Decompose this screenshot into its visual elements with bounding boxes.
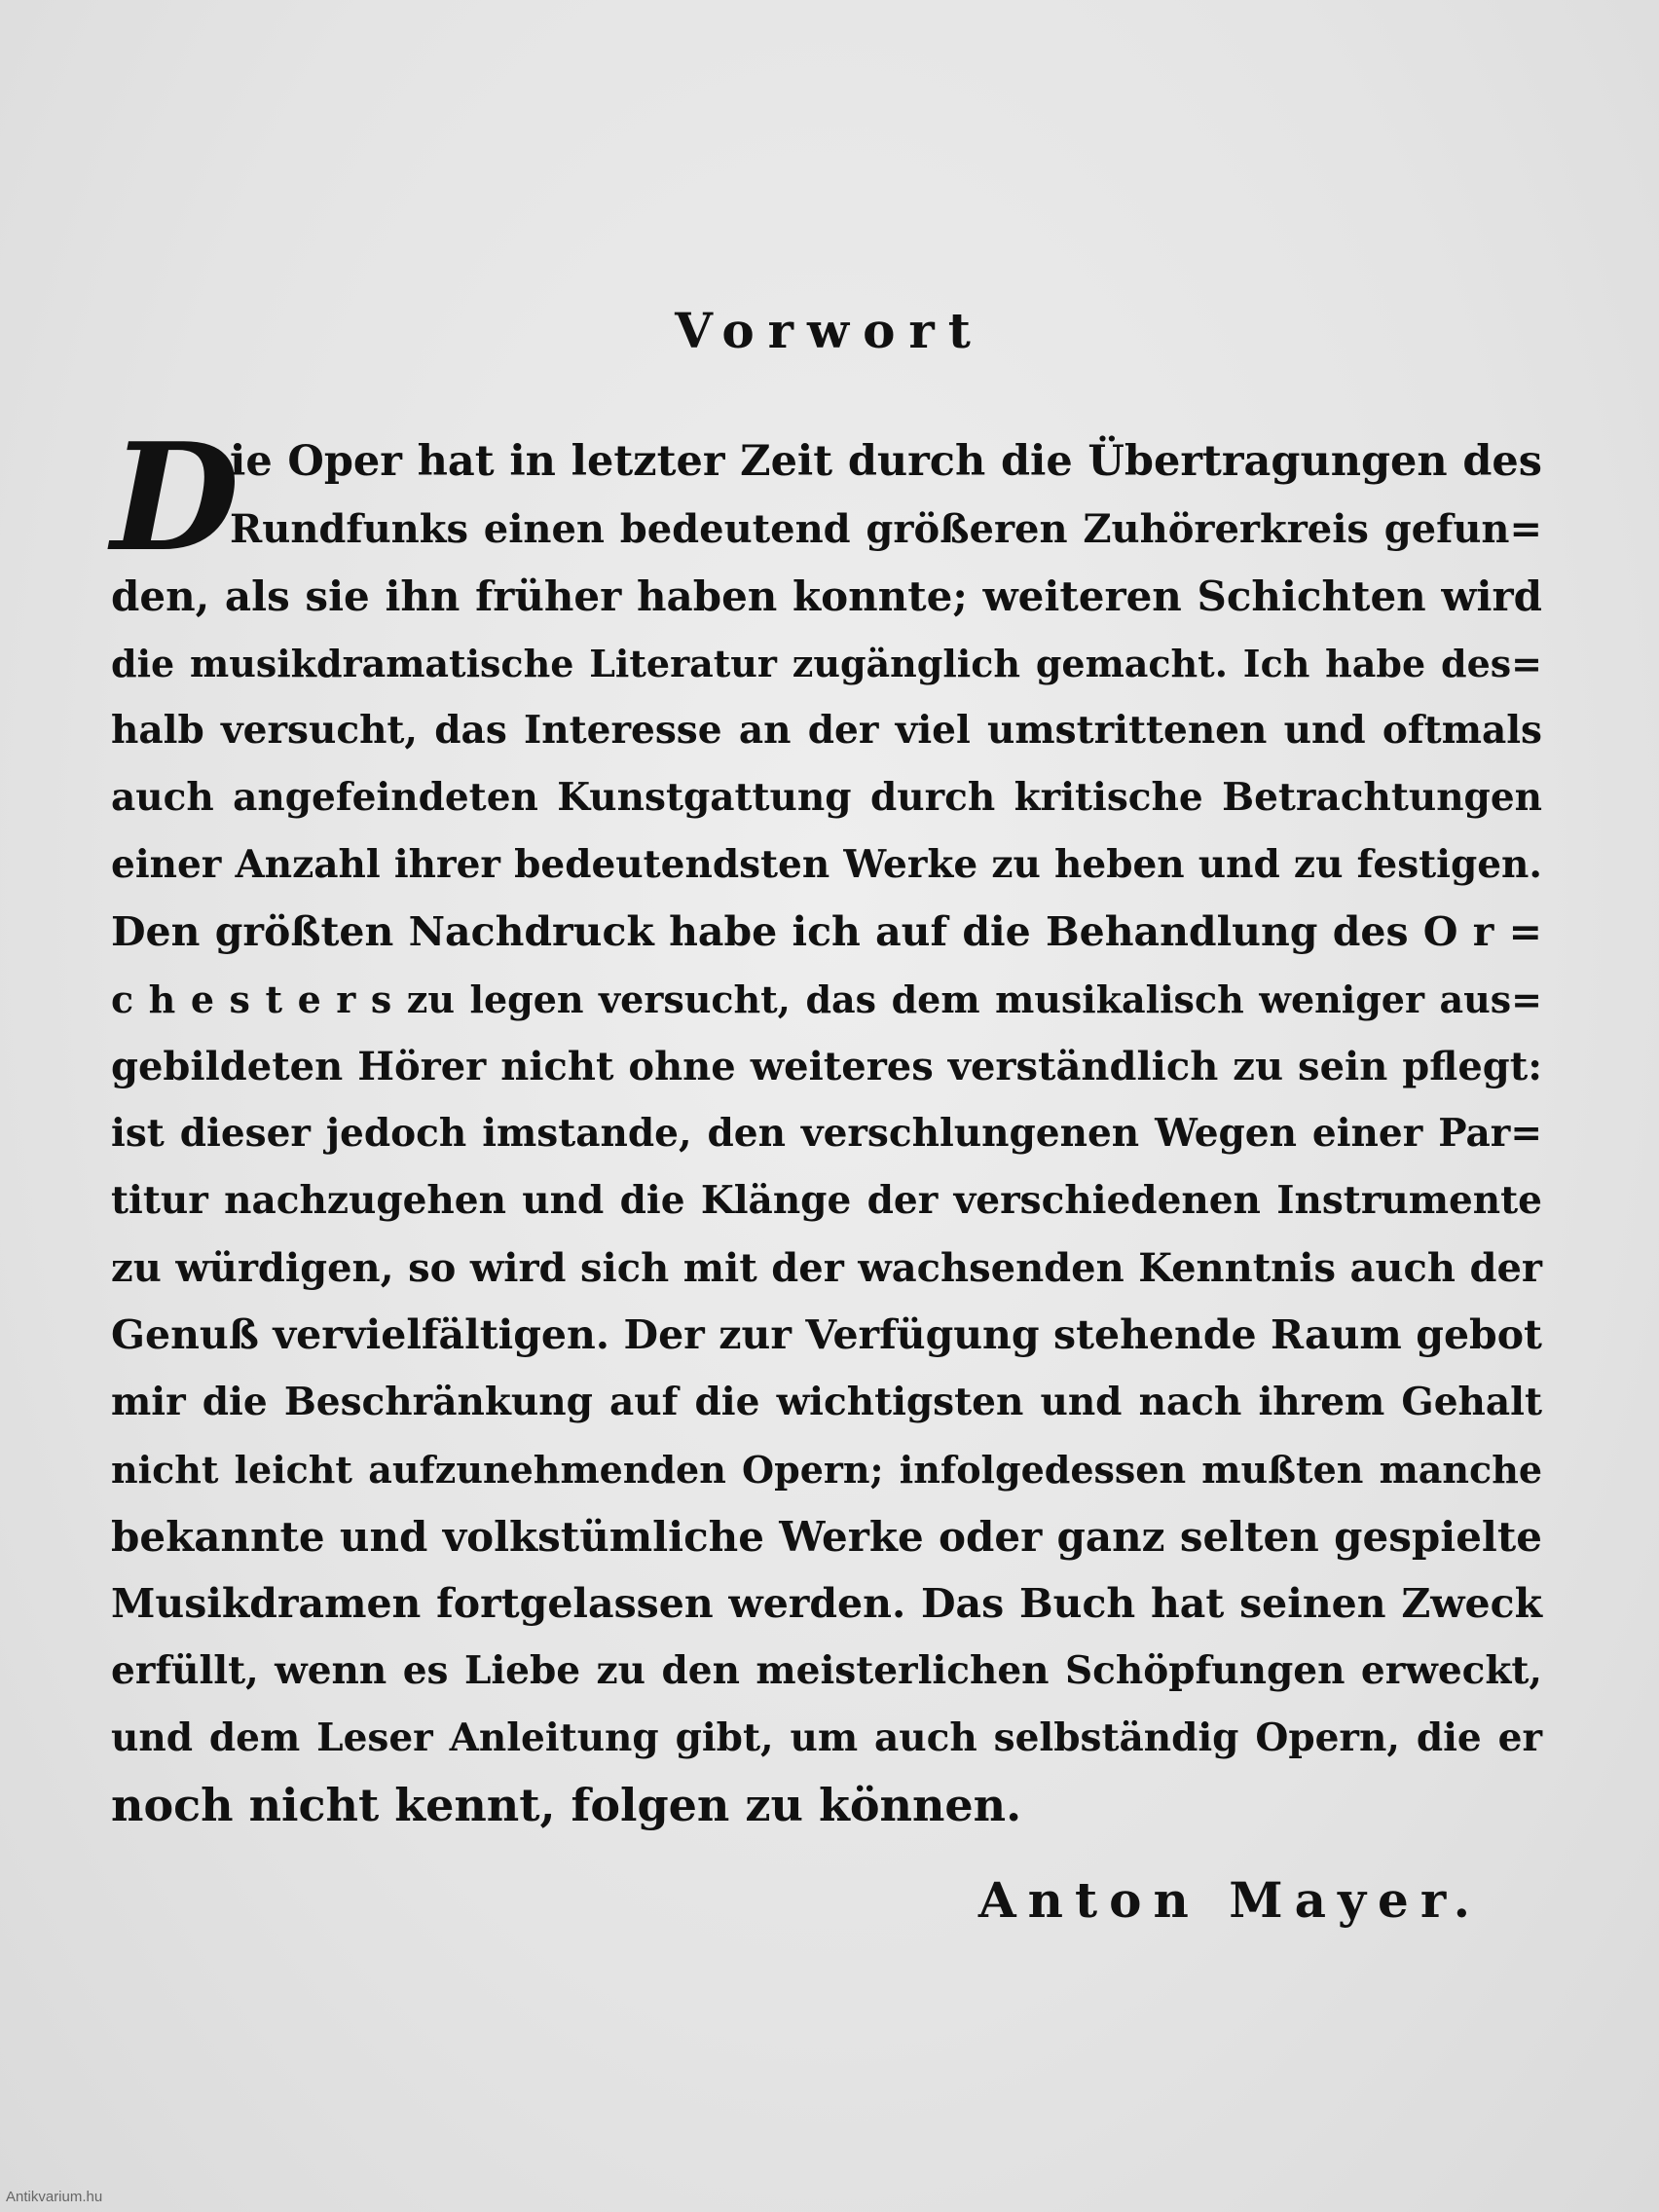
text-line-last: noch nicht kennt, folgen zu können. <box>111 1779 1022 1831</box>
text-line: gebildeten Hörer nicht ohne weiteres verständlich zu sein pflegt: <box>111 1044 1542 1089</box>
text-line: c h e s t e r s zu legen versucht, das dem musikalisch weniger aus= <box>111 977 1542 1021</box>
text-line: erfüllt, wenn es Liebe zu den meisterlichen Schöpfungen erweckt, <box>111 1648 1542 1693</box>
text-line: auch angefeindeten Kunstgattung durch kritische Betrachtungen <box>111 775 1542 820</box>
drop-cap-initial: D <box>111 410 240 584</box>
text-line: zu würdigen, so wird sich mit der wachsenden Kenntnis auch der <box>111 1245 1542 1291</box>
page-title: Vorwort <box>675 302 984 359</box>
text-line: halb versucht, das Interesse an der viel umstrittenen und oftmals <box>111 708 1542 753</box>
text-line: den, als sie ihn früher haben konnte; weiteren Schichten wird <box>111 572 1542 620</box>
text-line: bekannte und volkstümliche Werke oder ganz selten gespielte <box>111 1513 1542 1561</box>
preface-body <box>111 410 1542 1839</box>
text-line: ie Oper hat in letzter Zeit durch die Übertragungen des <box>230 437 1542 486</box>
text-line: mir die Beschränkung auf die wichtigsten und nach ihrem Gehalt <box>111 1380 1542 1424</box>
text-line: Musikdramen fortgelassen werden. Das Buch hat seinen Zweck <box>111 1580 1542 1627</box>
text-line: einer Anzahl ihrer bedeutendsten Werke zu heben und zu festigen. <box>111 842 1542 887</box>
watermark: Antikvarium.hu <box>6 2189 103 2205</box>
text-line: Genuß vervielfältigen. Der zur Verfügung stehende Raum gebot <box>111 1311 1542 1358</box>
text-line: die musikdramatische Literatur zugänglich gemacht. Ich habe des= <box>111 642 1542 685</box>
text-line: und dem Leser Anleitung gibt, um auch selbständig Opern, die er <box>111 1715 1542 1760</box>
text-line: Den größten Nachdruck habe ich auf die Behandlung des O r = <box>111 908 1542 955</box>
text-line: titur nachzugehen und die Klänge der verschiedenen Instrumente <box>111 1178 1542 1223</box>
author-signature: Anton Mayer. <box>977 1871 1482 1929</box>
text-line: nicht leicht aufzunehmenden Opern; infolgedessen mußten manche <box>111 1448 1542 1492</box>
text-line: Rundfunks einen bedeutend größeren Zuhörerkreis gefun= <box>230 506 1542 552</box>
text-line: ist dieser jedoch imstande, den verschlungenen Wegen einer Par= <box>111 1111 1542 1156</box>
